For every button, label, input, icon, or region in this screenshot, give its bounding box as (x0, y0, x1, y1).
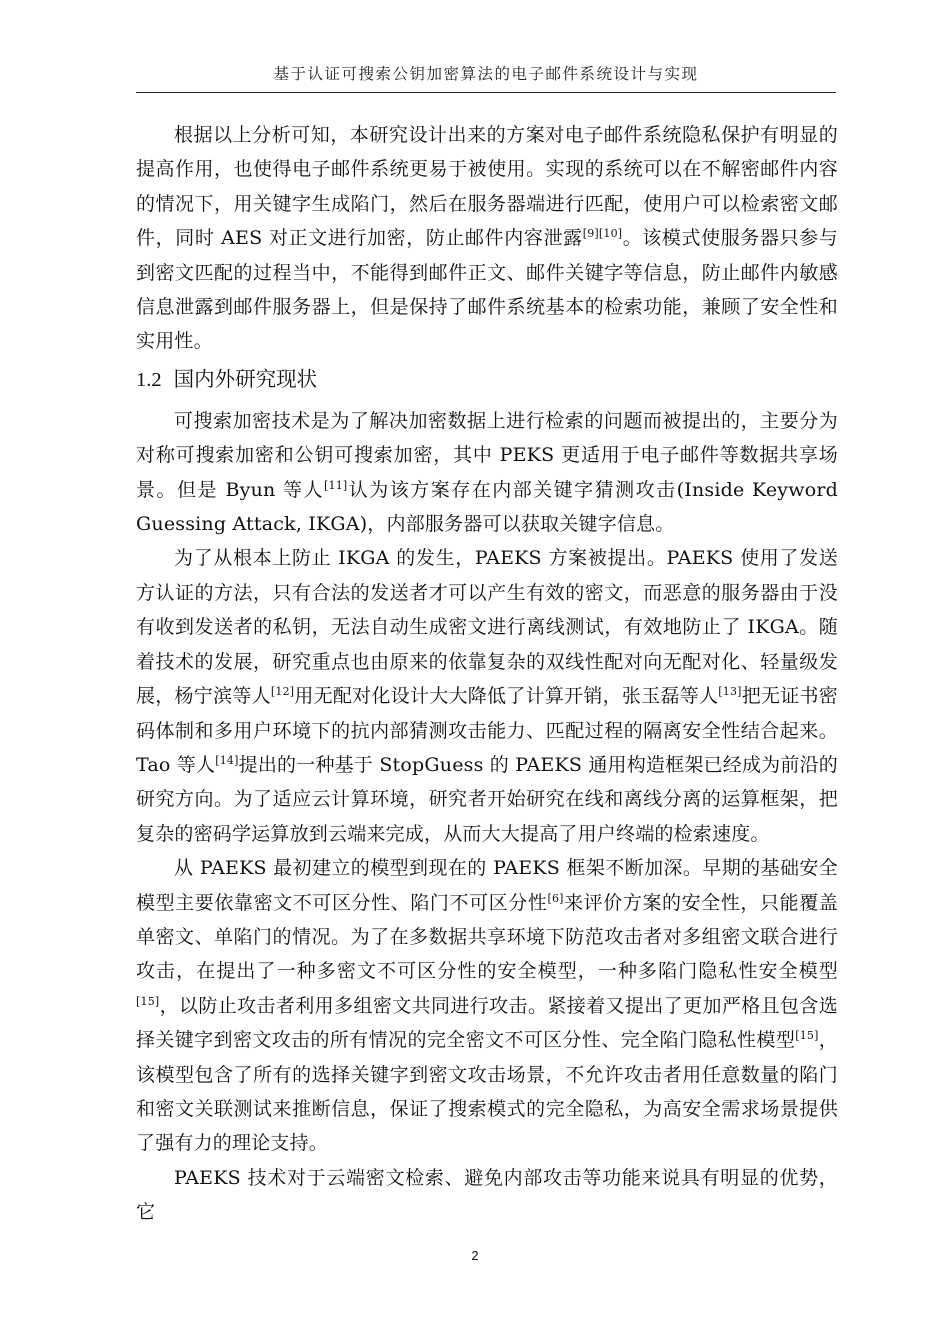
paragraph-4-text-a: 从 PAEKS 最初建立的模型到现在的 PAEKS 框架不断加深。早期的基础安全模型主要依靠密文不可区分性、陷门不可区分性 (136, 857, 838, 914)
paragraph-1-text-a: 根据以上分析可知，本研究设计出来的方案对电子邮件系统隐私保护有明显的提高作用，也使得电子邮件系统更易于被使用。实现的系统可以在不解密邮件内容的情况下，用关键字生成陷门，然后在服务器端进行匹配，使用户可以检索密文邮件，同时 AES 对正文进行加密，防止邮件内容泄露 (136, 124, 838, 250)
citation: [13] (718, 685, 742, 699)
citation: [15] (795, 1029, 819, 1043)
page-number: 2 (471, 1248, 479, 1263)
paragraph-1 (136, 118, 838, 359)
paragraph-3-text-b: 用无配对化设计大大降低了计算开销，张玉磊等人 (294, 685, 719, 708)
paragraph-2-text-a: 可搜索加密技术是为了解决加密数据上进行检索的问题而被提出的，主要分为对称可搜索加密和公钥可搜索加密，其中 PEKS 更适用于电子邮件等数据共享场景。但是 Byun 等人 (136, 409, 838, 501)
paragraph-2 (136, 404, 838, 542)
citation: [15] (136, 994, 160, 1008)
paragraph-4-text-b: 来评价方案的安全性，只能覆盖单密文、单陷门的情况。为了在多数据共享环境下防范攻击者对多组密文联合进行攻击，在提出了一种多密文不可区分性的安全模型，一种多陷门隐私性安全模型 (136, 891, 838, 983)
citation: [14] (215, 753, 239, 767)
paragraph-4 (136, 851, 838, 1161)
paragraph-5 (136, 1161, 838, 1230)
section-title: 国内外研究现状 (173, 366, 318, 391)
paragraph-3-text-a: 为了从根本上防止 IKGA 的发生，PAEKS 方案被提出。PAEKS 使用了发送方认证的方法，只有合法的发送者才可以产生有效的密文，而恶意的服务器由于没有收到发送者的私钥，无法自动生成密文进行离线测试，有效地防止了 IKGA。随着技术的发展，研究重点也由原来的依靠复杂的双线性配对向无配对化、轻量级发展，杨宁滨等人 (136, 547, 838, 708)
page-body (136, 118, 838, 1230)
citation: [6] (547, 891, 564, 905)
citation: [12] (270, 685, 295, 699)
running-header: 基于认证可搜索公钥加密算法的电子邮件系统设计与实现 (273, 65, 699, 83)
paragraph-2-text-b: 认为该方案存在内部关键字猜测攻击(Inside Keyword Guessing Attack, IKGA)，内部服务器可以获取关键字信息。 (136, 478, 838, 536)
citation: [9][10] (582, 227, 623, 241)
section-heading (136, 359, 838, 404)
paragraph-5-text-a: PAEKS 技术对于云端密文检索、避免内部攻击等功能来说具有明显的优势，它 (136, 1166, 838, 1224)
paragraph-4-text-c: ，以防止攻击者利用多组密文共同进行攻击。紧接着又提出了更加严格且包含选择关键字到密文攻击的所有情况的完全密文不可区分性、完全陷门隐私性模型 (136, 994, 838, 1052)
citation: [11] (324, 478, 348, 492)
paragraph-3-text-c: 把无证书密码体制和多用户环境下的抗内部猜测攻击能力、匹配过程的隔离安全性结合起来。Tao 等人 (136, 685, 838, 776)
paragraph-3 (136, 541, 838, 851)
paragraph-3-text-d: 提出的一种基于 StopGuess 的 PAEKS 通用构造框架已经成为前沿的研究方向。为了适应云计算环境，研究者开始研究在线和离线分离的运算框架，把复杂的密码学运算放到云端来完成，从而大大提高了用户终端的检索速度。 (136, 753, 838, 845)
header-rule (136, 92, 836, 93)
section-number: 1.2 (136, 368, 162, 391)
paragraph-4-text-d: ，该模型包含了所有的选择关键字到密文攻击场景，不允许攻击者用任意数量的陷门和密文关联测试来推断信息，保证了搜索模式的完全隐私，为高安全需求场景提供了强有力的理论支持。 (136, 1029, 838, 1155)
paragraph-1-text-b: 。该模式使服务器只参与到密文匹配的过程当中，不能得到邮件正文、邮件关键字等信息，防止邮件内敏感信息泄露到邮件服务器上，但是保持了邮件系统基本的检索功能，兼顾了安全性和实用性。 (136, 227, 838, 353)
